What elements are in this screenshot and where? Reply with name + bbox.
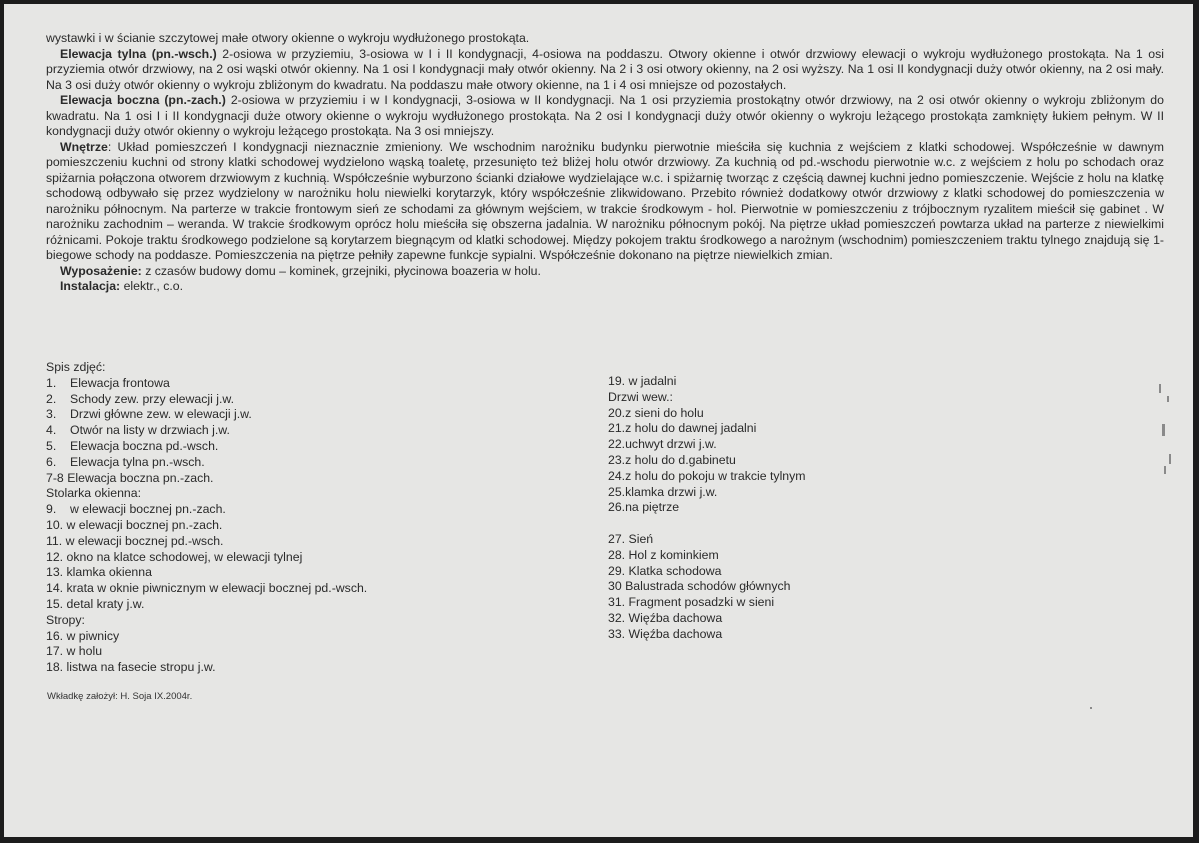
paragraph-text: z czasów budowy domu – kominek, grzejniki, płycinowa boazeria w holu. — [141, 263, 541, 278]
list-text: 16. w piwnicy — [46, 628, 120, 643]
list-text: 12. okno na klatce schodowej, w elewacji tylnej — [46, 549, 303, 564]
paragraph-text: wystawki i w ścianie szczytowej małe otwory okienne o wykroju wydłużonego prostokąta. — [46, 31, 530, 45]
paragraph-heading: Wnętrze — [60, 139, 108, 154]
list-text: 13. klamka okienna — [46, 565, 152, 580]
list-item — [46, 660, 566, 676]
list-item — [46, 502, 566, 518]
paragraph — [46, 264, 1164, 280]
list-item: 30 Balustrada schodów głównych — [608, 579, 791, 594]
list-item: 29. Klatka schodowa — [608, 563, 722, 578]
scan-speck — [1167, 396, 1169, 402]
paragraph — [46, 140, 1164, 264]
scan-speck — [1164, 466, 1166, 474]
list-text: Schody zew. przy elewacji j.w. — [70, 391, 235, 406]
list-item — [46, 455, 566, 471]
list-number: 5. — [46, 438, 57, 453]
list-number: 4. — [46, 423, 57, 438]
scan-speck — [1090, 707, 1092, 709]
list-item — [46, 423, 566, 439]
photo-list-left — [46, 360, 566, 676]
list-item: 32. Więźba dachowa — [608, 610, 723, 625]
list-text: Elewacja frontowa — [70, 375, 170, 390]
scan-speck — [1162, 424, 1165, 436]
list-item: 27. Sień — [608, 531, 654, 546]
list-item: 28. Hol z kominkiem — [608, 547, 719, 562]
list-text: Stropy: — [46, 612, 85, 627]
list-item — [46, 581, 566, 597]
list-item — [46, 597, 566, 613]
list-item — [46, 550, 566, 566]
list-item: 33. Więźba dachowa — [608, 626, 723, 641]
list-item — [46, 471, 566, 487]
list-item — [46, 613, 566, 629]
paragraph — [46, 279, 1164, 295]
list-item: 22.uchwyt drzwi j.w. — [608, 437, 717, 452]
list-item — [46, 486, 566, 502]
list-number: 2. — [46, 391, 57, 406]
list-item — [46, 360, 566, 376]
list-item: 20.z sieni do holu — [608, 405, 704, 420]
list-item: 31. Fragment posadzki w sieni — [608, 595, 775, 610]
list-item: 24.z holu do pokoju w trakcie tylnym — [608, 468, 806, 483]
scan-speck — [1169, 454, 1171, 464]
list-item: Drzwi wew.: — [608, 389, 673, 404]
list-text: 14. krata w oknie piwnicznym w elewacji bocznej pd.-wsch. — [46, 581, 368, 596]
list-text: Stolarka okienna: — [46, 486, 142, 501]
description-text — [46, 31, 1164, 295]
author-note: Wkładkę założył: H. Soja IX.2004r. — [47, 691, 193, 702]
list-item — [46, 518, 566, 534]
list-text: Drzwi główne zew. w elewacji j.w. — [70, 407, 252, 422]
list-text: Otwór na listy w drzwiach j.w. — [70, 423, 230, 438]
paragraph-heading: Instalacja: — [60, 279, 121, 293]
list-text: Elewacja tylna pn.-wsch. — [70, 454, 205, 469]
list-item — [46, 376, 566, 392]
paragraph-heading: Elewacja boczna (pn.-zach.) — [60, 93, 226, 107]
list-item — [46, 407, 566, 423]
list-text: 17. w holu — [46, 644, 103, 659]
scan-speck — [1159, 384, 1161, 393]
list-text: 10. w elewacji bocznej pn.-zach. — [46, 517, 223, 532]
document-page — [4, 4, 1193, 837]
list-item — [46, 392, 566, 408]
list-item — [46, 439, 566, 455]
paragraph-text: 2-osiowa w przyziemiu i w I kondygnacji, 3-osiowa w II kondygnacji. Na 1 osi przyziemia prostokątny otwór drzwiowy, na 2 osi otwór okienny o wykroju zbliżonym do kwadratu. Na 1 osi I i II kondygnacji duże otwory okienne o wykroju wydłużonego prostokąta. Na 2 osi I kondygnacji duży otwór okienny o wykroju leżącego prostokąta zamknięty łukiem pełnym. W II kondygnacji duży otwór okienny o wykroju leżącego prostokąta. Na 3 osi mniejszy. — [46, 93, 1164, 138]
paragraph — [46, 47, 1164, 94]
paragraph — [46, 93, 1164, 140]
list-number: 3. — [46, 407, 57, 422]
list-number: 6. — [46, 454, 57, 469]
list-number: 9. — [46, 502, 57, 517]
list-number: 1. — [46, 375, 57, 390]
list-item: 21.z holu do dawnej jadalni — [608, 421, 757, 436]
list-text: 7-8 Elewacja boczna pn.-zach. — [46, 470, 214, 485]
paragraph-heading: Elewacja tylna (pn.-wsch.) — [60, 46, 217, 61]
list-gap — [608, 516, 1128, 532]
paragraph-text: : Układ pomieszczeń I kondygnacji nieznacznie zmieniony. We wschodnim narożniku budynku pierwotnie mieściła się kuchnia z wejściem z klatki schodowej. Współcześnie w dawnym pomieszczeniu kuchni od strony klatki schodowej wydzielono wąską toaletę, przesunięto też bliżej holu otwór drzwiowy. Za kuchnią od pd.-wschodu pierwotnie w.c. z wejściem z holu po schodach oraz spiżarnia połączona otworem drzwiowym z kuchnią. Współcześnie wyburzono ścianki działowe wydzielające w.c. i spiżarnię tworząc z częścią dawnej kuchni jedno pomieszczenie. Wejście z holu na klatkę schodową odbywało się przez wydzielony w narożniku holu niewielki korytarzyk, który współcześnie zlikwidowano. Przebito również dodatkowy otwór drzwiowy z klatki schodowej do pomieszczenia w narożniku północnym. Na parterze w trakcie frontowym sień ze schodami za głównym wejściem, w trakcie środkowym - hol. Pierwotnie w pomieszczeniu z trójbocznym ryzalitem mieścił się gabinet . W narożniku zachodnim – weranda. W trakcie środkowym oprócz holu mieściła się obszerna jadalnia. W narożniku północnym pokój. Na piętrze układ pomieszczeń powtarza układ na parterze z niewielkimi różnicami. Pokoje traktu środkowego podzielone są korytarzem biegnącym od klatki schodowej. Między pokojem traktu środkowego a narożnym (wschodnim) pomieszczeniem traktu tylnego znajdują się 1-biegowe schody na poddasze. Pomieszczenia na piętrze pełniły zapewne funkcje sypialni. Współcześnie dokonano na piętrze niewielkich zmian. — [46, 139, 1164, 262]
list-text: Spis zdjęć: — [46, 360, 106, 374]
list-text: Elewacja boczna pd.-wsch. — [70, 438, 219, 453]
list-item: 19. w jadalni — [608, 374, 677, 388]
paragraph-heading: Wyposażenie: — [60, 263, 142, 278]
list-item — [46, 565, 566, 581]
list-item: 25.klamka drzwi j.w. — [608, 484, 718, 499]
list-text: 11. w elewacji bocznej pd.-wsch. — [46, 533, 224, 548]
list-text: 15. detal kraty j.w. — [46, 596, 145, 611]
paragraph-text: elektr., c.o. — [120, 279, 184, 293]
paragraph-text: 2-osiowa w przyziemiu, 3-osiowa w I i II kondygnacji, 4-osiowa na poddaszu. Otwory okienne i otwór drzwiowy elewacji o wykroju wydłużonego prostokąta. Na 1 osi przyziemia otwór drzwiowy, na 2 osi wąski otwór okienny. Na 1 osi I kondygnacji mały otwór okienny. Na 2 i 3 osi otwory okienny, na 2 osi wyższy. Na 1 osi II kondygnacji duży otwór okienny, na 2 osi mały. Na 3 osi duży otwór okienny o wykroju zbliżonym do kwadratu. Na poddaszu małe otwory okienne, na 1 i 4 osi mniejsze od pozostałych. — [46, 46, 1165, 92]
list-text: 18. listwa na fasecie stropu j.w. — [46, 660, 216, 675]
list-item — [46, 644, 566, 660]
list-item: 26.na piętrze — [608, 500, 680, 515]
list-item: 23.z holu do d.gabinetu — [608, 452, 736, 467]
paragraph — [46, 31, 1164, 47]
list-item — [46, 534, 566, 550]
list-text: w elewacji bocznej pn.-zach. — [70, 502, 226, 517]
list-item — [46, 629, 566, 645]
photo-list-right — [608, 374, 1128, 643]
